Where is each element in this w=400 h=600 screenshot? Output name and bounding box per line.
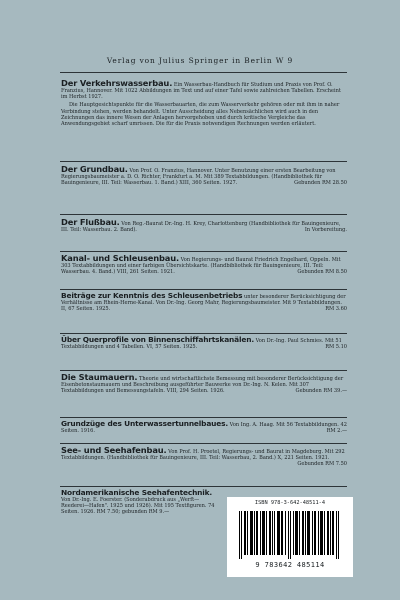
book-details: Von Ing. A. Haag. Mit 56 Textabbildungen. 42 Seiten. 1916. — [61, 422, 347, 435]
book-description: Die Hauptgesichtspunkte für die Wasserbauarten, die zum Wasserverkehr gehören oder mit ihm in naher Verbindung stehen, werden behandelt. Unter Ausscheidung alles Nebensächlichen wird auch in den Zeichnungen das innere Wesen der Anlagen hervorgehoben und durch kritische Vergleiche das Anwendungsgebiet scharf umrissen. Die für die Praxis notwendigen Rechnungen werden erläutert. — [61, 102, 340, 127]
rule — [60, 289, 347, 290]
book-title: Beiträge zur Kenntnis des Schleusenbetriebs — [61, 291, 243, 300]
isbn-text: ISBN 978-3-642-48511-4 — [254, 500, 326, 506]
book-entry-seehafentechnik — [61, 490, 221, 516]
book-details: unter besonderer Berücksichtigung der Verhältnisse am Rhein-Herne-Kanal. Von Dr.-Ing. Georg Mahr, Regierungsbaumeister. Mit 9 Textabbildungen. II, 67 Seiten. 1925. — [61, 294, 346, 313]
book-details: Von Prof. O. Franzius, Hannover. Unter Benutzung einer ersten Bearbeitung von Regierungsbaumeister a. D. O. Richter, Frankfurt a. M. Mit 389 Textabbildungen. (Handbibliothek für Bauingenieure, III. Teil: Wasserbau. 1. Band.) XIII, 360 Seiten. 1927. — [61, 168, 336, 187]
book-price: RM 3.60 — [325, 306, 347, 313]
book-title: Kanal- und Schleusenbau. — [61, 253, 179, 263]
book-details: Von Dr.-Ing. E. Foerster. (Sonderabdruck aus „Werft—Reederei—Hafen". 1925 und 1926). Mit 195 Textfiguren. 74 Seiten. 1926. — [61, 497, 215, 516]
rule — [60, 370, 347, 371]
book-title: Der Verkehrswasserbau. — [61, 78, 173, 88]
book-details: Von Prof. H. Proetel, Regierungs- und Baurat in Magdeburg. Mit 292 Textabbildungen. (Handbibliothek für Bauingenieure, III. Teil: Wasserbau, 2. Band.) X, 221 Seiten. 1921. — [61, 449, 345, 462]
book-price: Gebunden RM 39.— — [295, 388, 347, 395]
book-details: Theorie und wirtschaftlichste Bemessung mit besonderer Berücksichtigung der Eisenbetonstaumauern und Beschreibung ausgeführter Bauwerke von Dr.-Ing. N. Kelen. Mit 307 Textabbildungen und Bemessungstafeln. VIII, 294 Seiten. 1926. — [61, 376, 344, 395]
book-details: Von Regierungs- und Baurat Friedrich Engelhard, Oppeln. Mit 303 Textabbildungen und einer farbigen Übersichtskarte. (Handbibliothek für Bauingenieure, III. Teil: Wasserbau. 4. Band.) VIII, 261 Seiten. 1921. — [61, 257, 341, 276]
rule — [60, 417, 347, 418]
rule — [60, 333, 347, 334]
barcode-icon — [239, 511, 341, 559]
book-price: In Vorbereitung. — [304, 227, 347, 234]
book-entry-seehafenbau — [61, 447, 347, 467]
book-title: Nordamerikanische Seehafentechnik. — [61, 488, 213, 497]
book-title: Der Grundbau. — [61, 164, 128, 174]
book-entry-unterwassertunnelbau — [61, 421, 347, 434]
book-details: Von Reg.-Baurat Dr.-Ing. H. Krey, Charlottenburg (Handbibliothek für Bauingenieure, III. Teil: Wasserbau. 2. Band). — [61, 221, 341, 234]
book-title: Über Querprofile von Binnenschiffahrtskanälen. — [61, 335, 254, 344]
book-price: Gebunden RM 7.50 — [297, 461, 347, 468]
book-price: RM 7.50; gebunden RM 9.— — [96, 509, 170, 516]
book-title: See- und Seehafenbau. — [61, 445, 167, 455]
book-details: Von Dr.-Ing. Paul Schmies. Mit 51 Textabbildungen und 4 Tabellen. VI, 57 Seiten. 1925. — [61, 338, 342, 351]
book-title: Die Staumauern. — [61, 372, 138, 382]
rule — [60, 486, 347, 487]
rule — [60, 443, 347, 444]
barcode-number: 9 783642 485114 — [255, 561, 325, 569]
barcode-label — [227, 497, 353, 577]
book-price: RM 5.10 — [325, 344, 347, 351]
book-entry-schleusenbetrieb — [61, 293, 347, 312]
book-title: Der Flußbau. — [61, 217, 120, 227]
book-details: Ein Wasserbau-Handbuch für Studium und Praxis von Prof. O. Franzius, Hannover. Mit 1022 Abbildungen im Text und auf einer Tafel sowie zahlreichen Tabellen. Erscheint im Herbst 1927. — [61, 82, 341, 101]
book-price: Gebunden RM 8.50 — [297, 269, 347, 276]
book-price: Gebunden RM 28.50 — [294, 180, 347, 187]
book-price: RM 2.— — [326, 428, 347, 435]
book-entry-staumauern — [61, 374, 347, 394]
book-entry-grundbau — [61, 166, 347, 186]
book-entry-verkehrswasserbau — [61, 80, 347, 127]
rule — [60, 72, 347, 73]
rule — [60, 251, 347, 252]
book-entry-flussbau — [61, 219, 347, 233]
rule — [60, 161, 347, 162]
book-title: Grundzüge des Unterwassertunnelbaues. — [61, 419, 229, 428]
book-entry-querprofile — [61, 337, 347, 350]
book-entry-kanalbau — [61, 255, 347, 275]
publisher-header: Verlag von Julius Springer in Berlin W 9 — [106, 56, 294, 65]
rule — [60, 214, 347, 215]
